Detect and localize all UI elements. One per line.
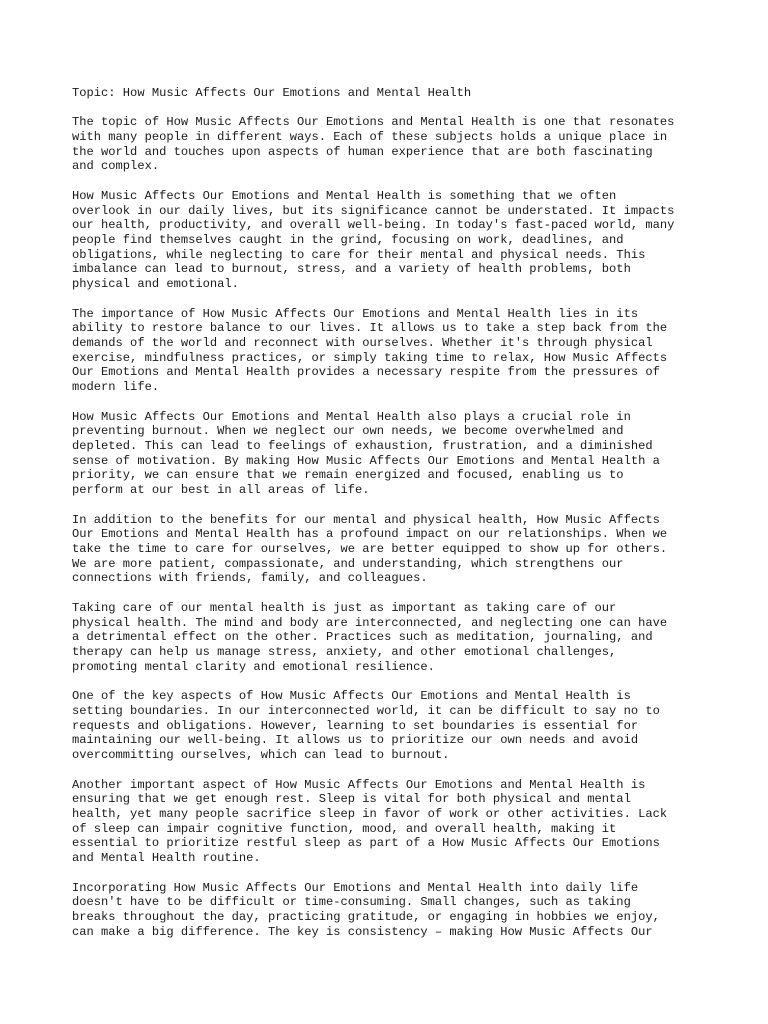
paragraph-2: How Music Affects Our Emotions and Mental Health is something that we often overlook in our daily lives, but its significance cannot be understated. It impacts our health, productivity, and overall well-being. In today's fast-paced world, many people find themselves caught in the grind, focusing on work, deadlines, and obligations, while neglecting to care for their mental and physical needs. This imbalance can lead to burnout, stress, and a variety of health problems, both physical and emotional. [72,188,675,292]
paragraph-8: Another important aspect of How Music Affects Our Emotions and Mental Health is ensuring that we get enough rest. Sleep is vital for both physical and mental health, yet many people sacrifice sleep in favor of work or other activities. Lack of sleep can impair cognitive function, mood, and overall health, making it essential to prioritize restful sleep as part of a How Music Affects Our Emotions and Mental Health routine. [72,777,668,866]
paragraph-7: One of the key aspects of How Music Affects Our Emotions and Mental Health is setting boundaries. In our interconnected world, it can be difficult to say no to requests and obligations. However, learning to set boundaries is essential for maintaining our well-being. It allows us to prioritize our own needs and avoid overcommitting ourselves, which can lead to burnout. [72,689,660,763]
document-page [72,86,702,954]
paragraph-4: How Music Affects Our Emotions and Mental Health also plays a crucial role in preventing burnout. When we neglect our own needs, we become overwhelmed and depleted. This can lead to feelings of exhaustion, frustration, and a diminished sense of motivation. By making How Music Affects Our Emotions and Mental Health a priority, we can ensure that we remain energized and focused, enabling us to perform at our best in all areas of life. [72,409,660,498]
paragraph-1: The topic of How Music Affects Our Emotions and Mental Health is one that resonates with many people in different ways. Each of these subjects holds a unique place in the world and touches upon aspects of human experience that are both fascinating and complex. [72,115,675,174]
paragraph-9: Incorporating How Music Affects Our Emotions and Mental Health into daily life doesn't have to be difficult or time-consuming. Small changes, such as taking breaks throughout the day, practicing gratitude, or engaging in hobbies we enjoy, can make a big difference. The key is consistency – making How Music Affects Our [72,880,660,939]
paragraph-5: In addition to the benefits for our mental and physical health, How Music Affects Our Emotions and Mental Health has a profound impact on our relationships. When we take the time to care for ourselves, we are better equipped to show up for others. We are more patient, compassionate, and understanding, which strengthens our connections with friends, family, and colleagues. [72,512,668,586]
document-topic: Topic: How Music Affects Our Emotions and Mental Health [72,86,472,100]
paragraph-3: The importance of How Music Affects Our Emotions and Mental Health lies in its ability to restore balance to our lives. It allows us to take a step back from the demands of the world and reconnect with ourselves. Whether it's through physical exercise, mindfulness practices, or simply taking time to relax, How Music Affects Our Emotions and Mental Health provides a necessary respite from the pressures of modern life. [72,306,668,395]
paragraph-6: Taking care of our mental health is just as important as taking care of our physical health. The mind and body are interconnected, and neglecting one can have a detrimental effect on the other. Practices such as meditation, journaling, and therapy can help us manage stress, anxiety, and other emotional challenges, promoting mental clarity and emotional resilience. [72,600,668,674]
